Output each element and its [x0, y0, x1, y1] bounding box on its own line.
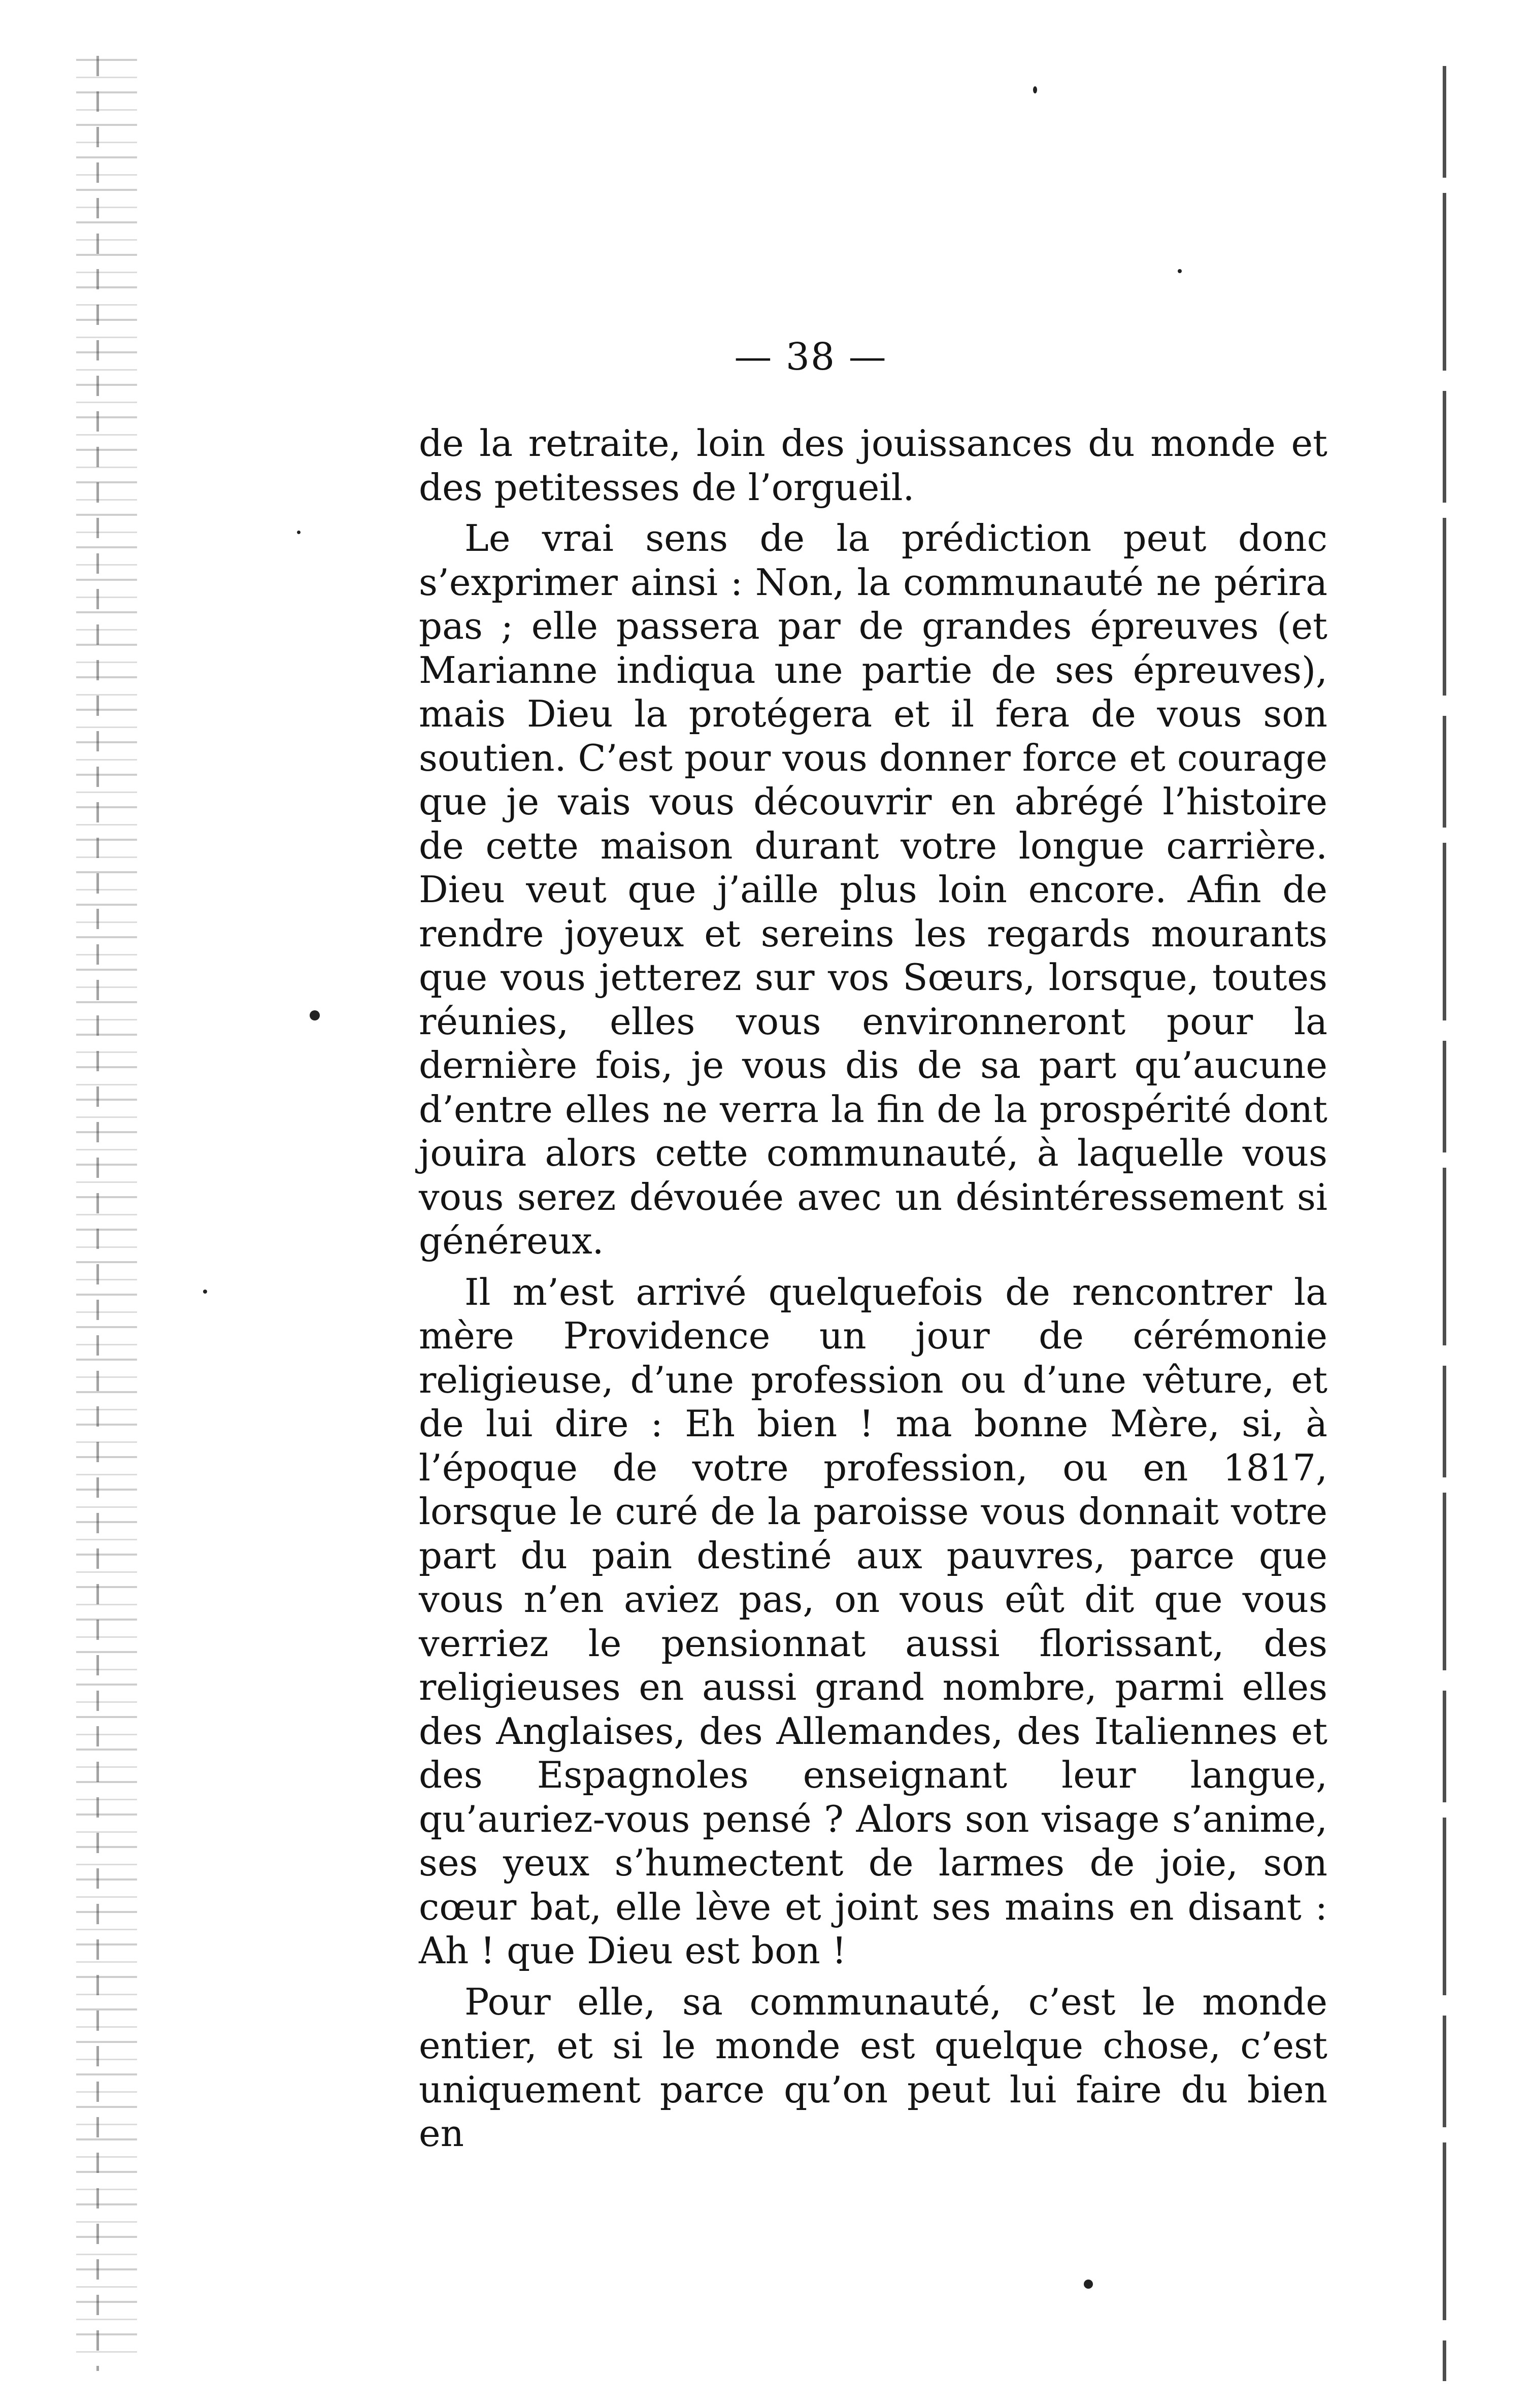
paragraph-communaute: Pour elle, sa communauté, c’est le monde entier, et si le monde est quelque chose, c’est uniquement parce qu’on peut lui faire du bien en	[419, 1980, 1327, 2155]
body-text	[419, 355, 1327, 2156]
print-speck	[1084, 2280, 1093, 2289]
page-number: — 38 —	[734, 335, 887, 379]
binding-edge-speckle	[76, 46, 137, 2361]
print-speck	[297, 531, 301, 534]
paragraph-prediction: Le vrai sens de la prédiction peut donc s’exprimer ainsi : Non, la communauté ne périra pas ; elle passera par de grandes épreuves (et Marianne indiqua une partie de ses épreuves), mais Dieu la protégera et il fera de vous son soutien. C’est pour vous donner force et courage que je vais vous découvrir en abrégé l’histoire de cette maison durant votre longue carrière. Dieu veut que j’aille plus loin encore. Afin de rendre joyeux et sereins les regards mourants que vous jetterez sur vos Sœurs, lorsque, toutes réunies, elles vous environneront pour la dernière fois, je vous dis de sa part qu’aucune d’entre elles ne verra la fin de la prospérité dont jouira alors cette communauté, à laquelle vous vous serez dévouée avec un désintéressement si généreux.	[419, 517, 1327, 1262]
print-speck	[203, 1290, 207, 1294]
paragraph-continuation: de la retraite, loin des jouissances du monde et des petitesses de l’orgueil.	[419, 422, 1327, 509]
binding-edge-line	[96, 56, 99, 2371]
print-speck	[1033, 86, 1037, 93]
print-speck	[1178, 269, 1182, 273]
page-edge-line	[1443, 66, 1446, 2381]
paragraph-mere-providence: Il m’est arrivé quelquefois de rencontrer la mère Providence un jour de cérémonie religieuse, d’une profession ou d’une vêture, et de lui dire : Eh bien ! ma bonne Mère, si, à l’époque de votre profession, ou en 1817, lorsque le curé de la paroisse vous donnait votre part du pain destiné aux pauvres, parce que vous n’en aviez pas, on vous eût dit que vous verriez le pensionnat aussi florissant, des religieuses en aussi grand nombre, parmi elles des Anglaises, des Allemandes, des Italiennes et des Espagnoles enseignant leur langue, qu’auriez-vous pensé ? Alors son visage s’anime, ses yeux s’humectent de larmes de joie, son cœur bat, elle lève et joint ses mains en disant : Ah ! que Dieu est bon !	[419, 1270, 1327, 1972]
print-speck	[310, 1010, 320, 1020]
